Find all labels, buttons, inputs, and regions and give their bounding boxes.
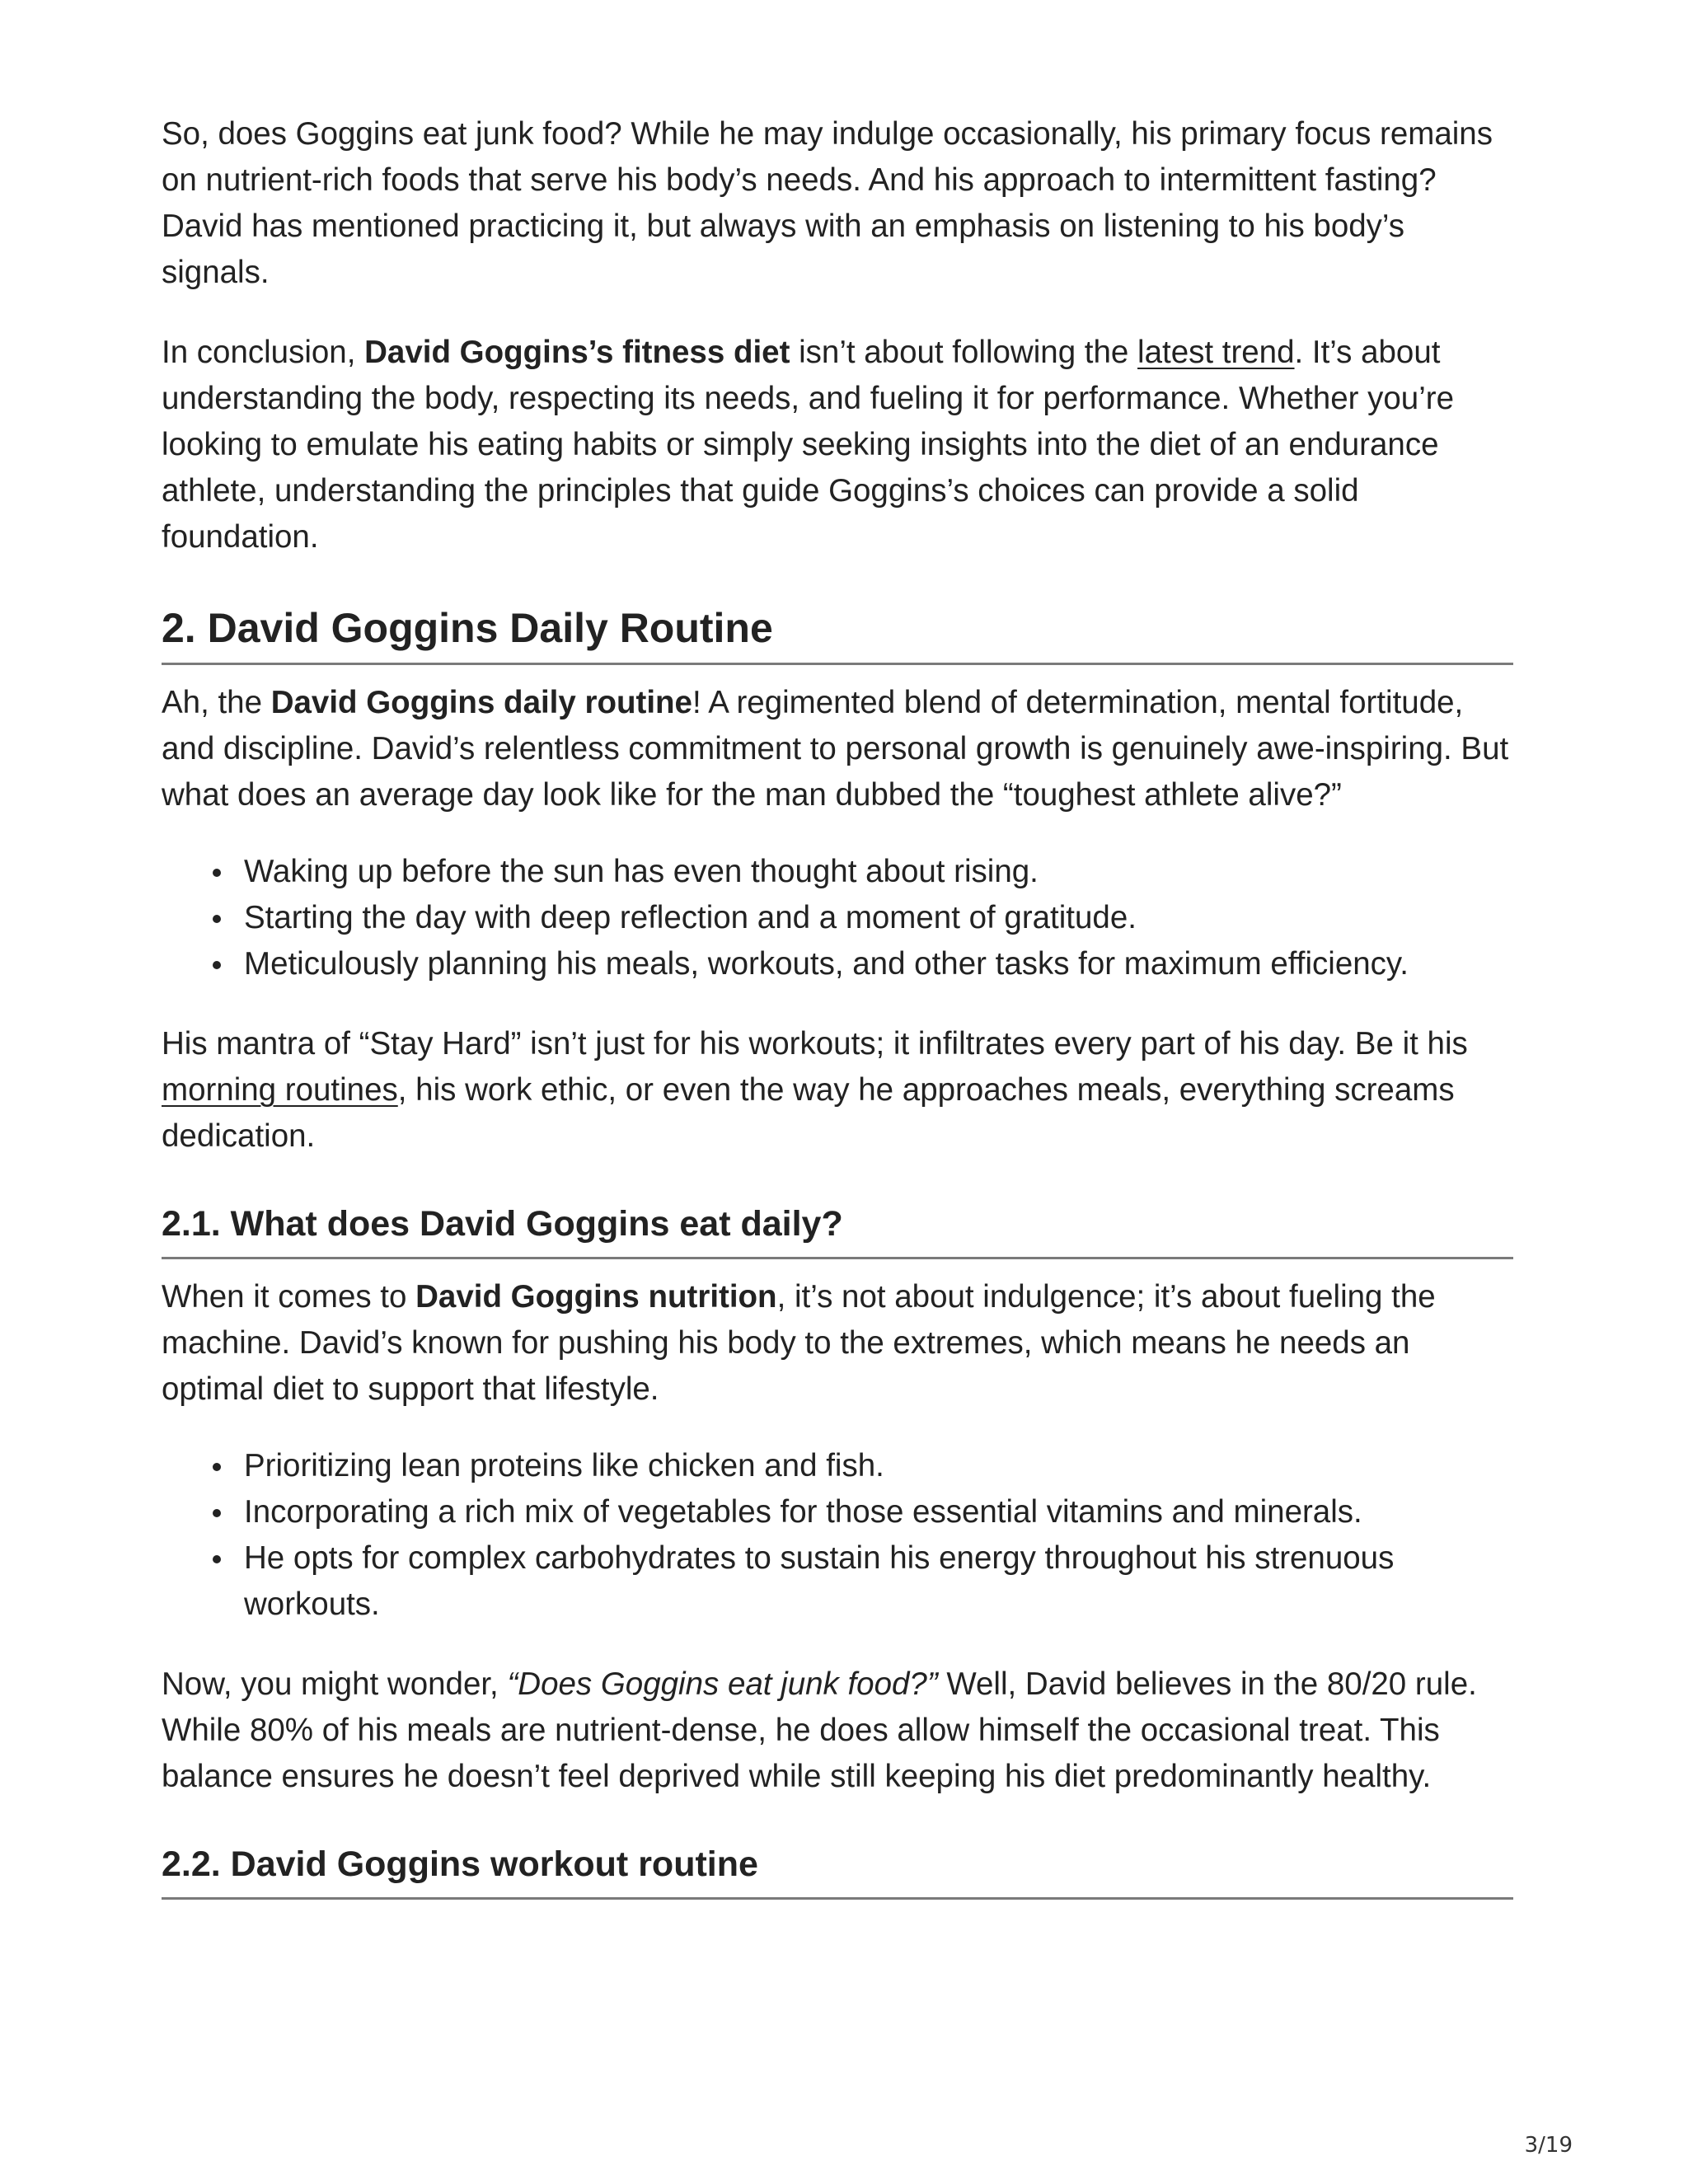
bullet-icon [213, 1509, 221, 1517]
text-run: Ah, the [162, 685, 271, 720]
list-item [162, 1535, 1513, 1628]
text-run: , his work ethic, or even the way he approaches meals, everything screams dedication. [162, 1072, 1455, 1154]
paragraph-stay-hard [162, 1021, 1513, 1160]
bold-text: David Goggins nutrition [415, 1279, 777, 1315]
bullet-icon [213, 869, 221, 877]
bullet-icon [213, 1555, 221, 1563]
article-body [162, 111, 1513, 1900]
text-run: Now, you might wonder, [162, 1666, 508, 1702]
list-item-text: Starting the day with deep reflection and a moment of gratitude. [244, 900, 1137, 935]
bold-text: David Goggins daily routine [270, 685, 692, 720]
list-item [162, 895, 1513, 941]
text-run: When it comes to [162, 1279, 416, 1315]
bullet-icon [213, 961, 221, 969]
bold-text: David Goggins’s fitness diet [364, 335, 790, 370]
list-item-text: Meticulously planning his meals, workouts, and other tasks for maximum efficiency. [244, 946, 1409, 982]
text-run: , it’s not about indulgence; it’s about fueling the machine. David’s known for pushing his body to the extremes, which means he needs an optimal diet to support that lifestyle. [162, 1279, 1436, 1407]
paragraph-80-20-rule [162, 1661, 1513, 1800]
text-run: ! A regimented blend of determination, mental fortitude, and discipline. David’s relentless commitment to personal growth is genuinely awe-inspiring. But what does an average day look like for the man dubbed the “toughest athlete alive?” [162, 685, 1509, 813]
list-item [162, 849, 1513, 895]
routine-list [162, 849, 1513, 987]
text-run: In conclusion, [162, 335, 365, 370]
bullet-icon [213, 1463, 221, 1471]
list-item-text: Prioritizing lean proteins like chicken and fish. [244, 1448, 884, 1483]
nutrition-list [162, 1443, 1513, 1628]
heading-what-eat-daily: 2.1. What does David Goggins eat daily? [162, 1201, 1513, 1259]
latest-trend-link[interactable]: latest trend [1137, 335, 1295, 370]
paragraph-conclusion [162, 330, 1513, 560]
paragraph-routine-intro [162, 680, 1513, 818]
heading-workout-routine: 2.2. David Goggins workout routine [162, 1841, 1513, 1900]
italic-text: “Does Goggins eat junk food?” [507, 1666, 938, 1702]
list-item-text: Waking up before the sun has even thought about rising. [244, 854, 1039, 889]
text-run: . It’s about understanding the body, respecting its needs, and fueling it for performance. Whether you’re looking to emulate his eating habits or simply seeking insights into the diet of an endurance athlete, understanding the principles that guide Goggins’s choices can provide a solid foundation. [162, 335, 1455, 555]
list-item-text: He opts for complex carbohydrates to sustain his energy throughout his strenuous workouts. [244, 1540, 1395, 1622]
page-number: 3/19 [1524, 2133, 1573, 2158]
paragraph-junk-food: So, does Goggins eat junk food? While he may indulge occasionally, his primary focus remains on nutrient-rich foods that serve his body’s needs. And his approach to intermittent fasting? David has mentioned practicing it, but always with an emphasis on listening to his body’s signals. [162, 116, 1493, 290]
list-item-text: Incorporating a rich mix of vegetables for those essential vitamins and minerals. [244, 1494, 1362, 1530]
text-run: isn’t about following the [790, 335, 1138, 370]
list-item [162, 941, 1513, 987]
text-run: His mantra of “Stay Hard” isn’t just for his workouts; it infiltrates every part of his day. Be it his [162, 1026, 1468, 1062]
bullet-icon [213, 915, 221, 923]
list-item [162, 1489, 1513, 1535]
paragraph-nutrition-intro [162, 1274, 1513, 1413]
list-item [162, 1443, 1513, 1489]
text-run: Well, David believes in the 80/20 rule. While 80% of his meals are nutrient-dense, he does allow himself the occasional treat. This balance ensures he doesn’t feel deprived while still keeping his diet predominantly healthy. [162, 1666, 1477, 1794]
heading-daily-routine: 2. David Goggins Daily Routine [162, 602, 1513, 665]
morning-routines-link[interactable]: morning routines [162, 1072, 398, 1108]
